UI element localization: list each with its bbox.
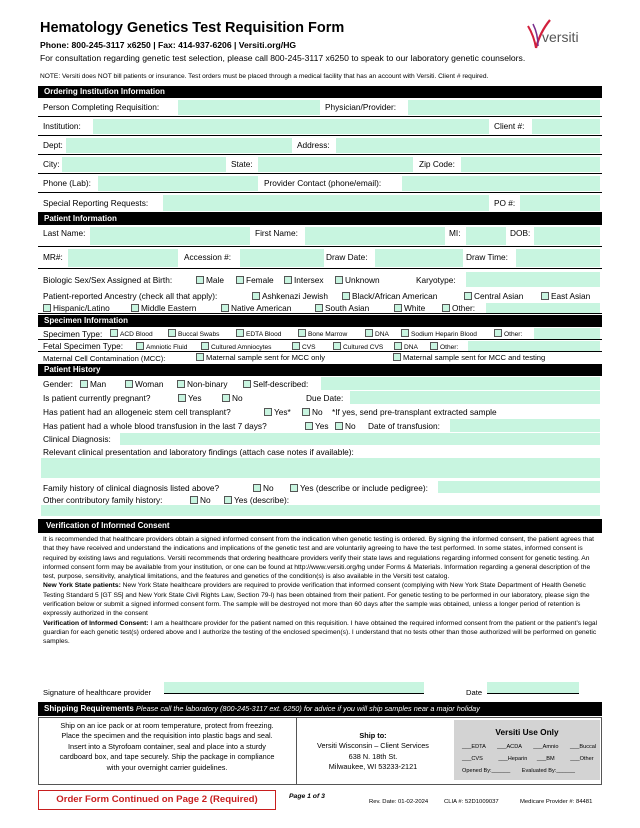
draw-date-input[interactable]	[375, 249, 463, 267]
ship-to-line: Milwaukee, WI 53233-2121	[328, 762, 418, 772]
specimen-other[interactable]	[494, 329, 522, 338]
use-option-label: Buccal	[579, 744, 597, 750]
specimen-dna[interactable]	[365, 329, 389, 338]
checkbox-icon[interactable]	[222, 394, 230, 402]
specimen-option-label: Buccal Swabs	[178, 331, 220, 338]
transfusion-yes[interactable]	[305, 421, 329, 431]
checkbox-icon[interactable]	[430, 342, 438, 350]
ship-to-line: Versiti Wisconsin – Client Services	[317, 741, 429, 751]
checkbox-icon[interactable]	[177, 380, 185, 388]
medicare-number: Medicare Provider #: 84481	[520, 799, 593, 805]
checkbox-icon[interactable]	[131, 304, 139, 312]
use-amnio[interactable]: ___Amnio	[533, 744, 559, 750]
fetal-option-label: Amniotic Fluid	[146, 344, 188, 351]
yes-label: Yes	[315, 421, 329, 431]
specimen-section-header: Specimen Information	[38, 315, 602, 327]
po-input[interactable]	[520, 195, 600, 211]
checkbox-icon[interactable]	[394, 342, 402, 350]
clinical-diagnosis-label: Clinical Diagnosis:	[43, 434, 111, 444]
gender-man[interactable]	[80, 379, 106, 389]
checkbox-icon[interactable]	[110, 329, 118, 337]
page-number: Page 1 of 3	[289, 793, 325, 800]
use-option-label: BM	[546, 756, 555, 762]
checkbox-icon[interactable]	[284, 276, 292, 284]
sex-option-label: Female	[246, 275, 274, 285]
transplant-label: Has patient had an allogeneic stem cell transplant?	[43, 407, 231, 417]
history-gender-row	[38, 376, 602, 390]
ancestry-option-label: Native American	[231, 303, 292, 313]
shipping-header-label: Shipping Requirements	[44, 704, 134, 713]
use-bm[interactable]: ___BM	[536, 756, 555, 762]
specimen-type-label: Specimen Type:	[43, 329, 103, 339]
ancestry-hispanic[interactable]	[43, 303, 110, 313]
mcc-option-label: Maternal sample sent for MCC and testing	[403, 353, 546, 362]
verification-label: Verification of Informed Consent:	[43, 619, 149, 627]
checkbox-icon[interactable]	[168, 329, 176, 337]
physician-label: Physician/Provider:	[325, 102, 397, 112]
checkbox-icon[interactable]	[342, 292, 350, 300]
versiti-use-only-box	[454, 720, 600, 780]
use-only-row-1	[462, 744, 596, 750]
ordering-row-1	[38, 98, 602, 117]
checkbox-icon[interactable]	[43, 304, 51, 312]
no-label: No	[200, 495, 211, 505]
shipping-instructions	[42, 721, 292, 773]
versiti-logo	[524, 18, 606, 52]
gender-label: Gender:	[43, 379, 73, 389]
city-label: City:	[43, 159, 60, 169]
checkbox-icon[interactable]	[221, 304, 229, 312]
ancestry-native-american[interactable]	[221, 303, 291, 313]
ancestry-central-asian[interactable]	[464, 291, 523, 301]
address-input[interactable]	[336, 138, 600, 153]
rev-date: Rev. Date: 01-02-2024	[369, 799, 429, 805]
use-option-label: ACDA	[506, 744, 522, 750]
checkbox-icon[interactable]	[201, 342, 209, 350]
consent-paragraph	[43, 535, 599, 647]
state-input[interactable]	[258, 157, 413, 172]
sex-option-label: Unknown	[345, 275, 380, 285]
logo-text: versiti	[542, 29, 579, 45]
person-label: Person Completing Requisition:	[43, 102, 160, 112]
date-input[interactable]	[487, 682, 579, 694]
ancestry-label: Patient-reported Ancestry (check all that apply):	[43, 291, 218, 301]
sex-option-male[interactable]	[196, 275, 224, 285]
checkbox-icon[interactable]	[393, 353, 401, 361]
fetal-option-label: DNA	[404, 344, 418, 351]
patient-row-4	[38, 288, 602, 314]
checkbox-icon[interactable]	[136, 342, 144, 350]
zip-label: Zip Code:	[419, 159, 455, 169]
sex-option-label: Male	[206, 275, 224, 285]
ship-to-block	[298, 731, 448, 773]
ordering-section-header: Ordering Institution Information	[38, 86, 602, 98]
fetal-other-input[interactable]	[468, 341, 600, 351]
ancestry-east-asian[interactable]	[541, 291, 590, 301]
clia-number: CLIA #: 52D1009037	[444, 799, 499, 805]
use-option-label: Heparin	[507, 756, 528, 762]
dept-input[interactable]	[66, 138, 292, 153]
specimen-option-label: Bone Marrow	[308, 331, 348, 338]
ancestry-option-label: White	[404, 303, 426, 313]
accession-label: Accession #:	[184, 252, 232, 262]
use-only-title: Versiti Use Only	[495, 727, 559, 737]
karyotype-input[interactable]	[466, 272, 600, 287]
history-relevant-row	[38, 445, 602, 479]
clinical-diagnosis-input[interactable]	[120, 433, 600, 445]
mcc-label: Maternal Cell Contamination (MCC):	[43, 354, 166, 363]
ancestry-option-label: Other:	[452, 303, 476, 313]
use-cvs[interactable]: ___CVS	[462, 756, 483, 762]
physician-input[interactable]	[408, 100, 600, 115]
other-family-no[interactable]	[190, 495, 211, 505]
checkbox-icon[interactable]	[365, 329, 373, 337]
use-acda[interactable]: ___ACDA	[497, 744, 522, 750]
checkbox-icon[interactable]	[442, 304, 450, 312]
other-family-yes[interactable]	[224, 495, 289, 505]
history-diagnosis-row	[38, 432, 602, 445]
transfusion-no[interactable]	[335, 421, 356, 431]
ancestry-south-asian[interactable]	[315, 303, 369, 313]
provider-contact-input[interactable]	[402, 176, 600, 191]
patient-row-2	[38, 247, 602, 269]
ship-to-label: Ship to:	[359, 731, 387, 740]
mcc-and-testing[interactable]	[393, 353, 545, 362]
specimen-other-input[interactable]	[534, 328, 600, 339]
history-transfusion-row	[38, 418, 602, 432]
ancestry-option-label: Hispanic/Latino	[53, 303, 110, 313]
client-input[interactable]	[532, 119, 600, 134]
checkbox-icon[interactable]	[190, 496, 198, 504]
pregnant-yes[interactable]	[178, 393, 202, 403]
transplant-no[interactable]	[302, 407, 323, 417]
checkbox-icon[interactable]	[302, 408, 310, 416]
transplant-yes[interactable]	[264, 407, 291, 417]
sex-option-intersex[interactable]	[284, 275, 324, 285]
gender-self-described[interactable]	[243, 379, 308, 389]
ancestry-option-label: East Asian	[551, 291, 591, 301]
gender-non-binary[interactable]	[177, 379, 228, 389]
billing-note: NOTE: Versiti does NOT bill patients or insurance. Test orders must be placed through a medical facility that has an account with Versiti. Client # required.	[40, 73, 489, 80]
checkbox-icon[interactable]	[464, 292, 472, 300]
pregnant-label: Is patient currently pregnant?	[43, 393, 151, 403]
last-name-input[interactable]	[90, 227, 250, 245]
city-input[interactable]	[62, 157, 226, 172]
transfusion-date-label: Date of transfusion:	[368, 421, 440, 431]
sex-option-unknown[interactable]	[335, 275, 380, 285]
zip-input[interactable]	[461, 157, 600, 172]
family-yes[interactable]	[290, 483, 428, 493]
mr-input[interactable]	[68, 249, 178, 267]
transfusion-date-input[interactable]	[450, 419, 600, 432]
use-edta[interactable]: ___EDTA	[462, 744, 486, 750]
instruction-line: Place the specimen and the requisition into plastic bags and seal.	[61, 731, 273, 741]
fetal-type-label: Fetal Specimen Type:	[43, 341, 124, 351]
checkbox-icon[interactable]	[333, 342, 341, 350]
mi-input[interactable]	[466, 227, 506, 245]
date-label: Date	[466, 688, 483, 697]
history-section-header: Patient History	[38, 364, 602, 376]
draw-time-input[interactable]	[516, 249, 600, 267]
ancestry-option-label: Black/African American	[352, 291, 438, 301]
fetal-dna[interactable]	[394, 342, 418, 351]
continued-notice: Order Form Continued on Page 2 (Required)	[38, 790, 276, 810]
yes-describe-label: Yes (describe):	[234, 495, 290, 505]
history-transplant-row	[38, 404, 602, 418]
checkbox-icon[interactable]	[315, 304, 323, 312]
first-name-label: First Name:	[255, 228, 298, 238]
provider-contact-label: Provider Contact (phone/email):	[264, 178, 382, 188]
first-name-input[interactable]	[305, 227, 445, 245]
fetal-option-label: Cultured Amniocytes	[211, 344, 272, 351]
shipping-section-header	[38, 702, 602, 716]
checkbox-icon[interactable]	[292, 342, 300, 350]
mcc-only[interactable]	[196, 353, 325, 362]
ny-text: New York State healthcare providers are required to provide verification that informed consent (complying with New York State Department of Health Genetic Testing Standard 5 [GT S5] and New York State Civil Rights Law, Section 79-l) has been obtained from their patient. For genetic testing to be performed in our laboratory, please sign the verification below or submit a signed informed consent form. The sample will be destroyed not more than 60 days after the sample was obtained, unless a longer period of retention is expressly authorized in the consent	[43, 582, 590, 618]
no-label: No	[232, 393, 243, 403]
checkbox-icon[interactable]	[252, 292, 260, 300]
dob-label: DOB:	[510, 228, 531, 238]
signature-input[interactable]	[164, 682, 424, 694]
ancestry-middle-eastern[interactable]	[131, 303, 196, 313]
mi-label: MI:	[449, 228, 461, 238]
no-label: No	[345, 421, 356, 431]
form-title: Hematology Genetics Test Requisition Form	[40, 20, 345, 36]
ancestry-white[interactable]	[394, 303, 425, 313]
evaluated-by-label: Evaluated By:	[521, 768, 557, 774]
sex-label: Biologic Sex/Sex Assigned at Birth:	[43, 275, 173, 285]
ancestry-ashkenazi[interactable]	[252, 291, 328, 301]
pregnant-no[interactable]	[222, 393, 243, 403]
other-family-label: Other contributory family history:	[43, 495, 163, 505]
address-label: Address:	[297, 140, 330, 150]
checkbox-icon[interactable]	[541, 292, 549, 300]
ancestry-black[interactable]	[342, 291, 437, 301]
use-only-row-3: Opened By:______ Evaluated By:______	[462, 768, 575, 774]
last-name-label: Last Name:	[43, 228, 86, 238]
checkbox-icon[interactable]	[401, 329, 409, 337]
yes-label: Yes*	[274, 407, 291, 417]
person-input[interactable]	[178, 100, 320, 115]
draw-date-label: Draw Date:	[326, 252, 368, 262]
po-label: PO #:	[494, 198, 516, 208]
checkbox-icon[interactable]	[290, 484, 298, 492]
instruction-line: Ship on an ice pack or at room temperature, protect from freezing.	[60, 721, 274, 730]
history-pregnant-row	[38, 390, 602, 404]
checkbox-icon[interactable]	[196, 276, 204, 284]
consult-line: For consultation regarding genetic test selection, please call 800-245-3117 x6250 to speak to our laboratory genetic counselors.	[40, 53, 526, 63]
checkbox-icon[interactable]	[178, 394, 186, 402]
consent-section-header: Verification of Informed Consent	[38, 519, 602, 533]
instruction-line: Insert into a Styrofoam container, seal and place into a sturdy	[68, 741, 266, 751]
sex-option-female[interactable]	[236, 275, 274, 285]
specimen-option-label: Sodium Heparin Blood	[411, 331, 477, 338]
fetal-cultured-amnio[interactable]	[201, 342, 271, 351]
ancestry-option-label: Middle Eastern	[141, 303, 197, 313]
patient-section-header: Patient Information	[38, 213, 602, 225]
family-history-label: Family history of clinical diagnosis listed above?	[43, 483, 220, 493]
gender-option-label: Woman	[135, 379, 164, 389]
client-label: Client #:	[494, 121, 525, 131]
ancestry-option-label: Ashkenazi Jewish	[262, 291, 328, 301]
fetal-amniotic[interactable]	[136, 342, 187, 351]
transfusion-label: Has patient had a whole blood transfusion in the last 7 days?	[43, 421, 267, 431]
ordering-row-5	[38, 174, 602, 193]
specimen-sodium-heparin[interactable]	[401, 329, 477, 338]
checkbox-icon[interactable]	[305, 422, 313, 430]
mr-label: MR#:	[43, 252, 63, 262]
ancestry-other[interactable]	[442, 303, 475, 313]
specimen-row-1	[38, 327, 602, 340]
specimen-row-3	[38, 352, 602, 364]
specimen-acd[interactable]	[110, 329, 153, 338]
instruction-line: with your overnight carrier guidelines.	[106, 762, 228, 772]
shipping-divider	[296, 717, 297, 785]
checkbox-icon[interactable]	[264, 408, 272, 416]
specimen-option-label: ACD Blood	[120, 331, 153, 338]
use-option-label: EDTA	[471, 744, 486, 750]
fetal-cvs[interactable]	[292, 342, 316, 351]
specimen-edta[interactable]	[236, 329, 281, 338]
specimen-row-2	[38, 340, 602, 352]
use-heparin[interactable]: ___Heparin	[498, 756, 528, 762]
checkbox-icon[interactable]	[236, 329, 244, 337]
shipping-holiday-note: Please call the laboratory (800-245-3117 ext. 6250) for advice if you will ship samples near a major holiday	[136, 704, 480, 713]
ny-label: New York State patients:	[43, 582, 121, 590]
accession-input[interactable]	[240, 249, 324, 267]
history-other-family-row	[38, 493, 602, 517]
institution-label: Institution:	[43, 121, 81, 131]
family-history-input[interactable]	[438, 481, 600, 493]
checkbox-icon[interactable]	[335, 276, 343, 284]
specimen-option-label: DNA	[375, 331, 389, 338]
fetal-option-label: Cultured CVS	[343, 344, 384, 351]
dept-label: Dept:	[43, 140, 63, 150]
checkbox-icon[interactable]	[236, 276, 244, 284]
instruction-line: cardboard box, and tape securely. Ship the package in compliance	[59, 752, 275, 762]
signature-label: Signature of healthcare provider	[43, 688, 152, 697]
transplant-note: *If yes, send pre-transplant extracted sample	[332, 407, 497, 417]
fetal-option-label: Other:	[440, 344, 459, 351]
history-family-row	[38, 479, 602, 493]
checkbox-icon[interactable]	[494, 329, 502, 337]
checkbox-icon[interactable]	[335, 422, 343, 430]
relevant-findings-label: Relevant clinical presentation and laboratory findings (attach case notes if available):	[43, 447, 354, 457]
phone-label: Phone (Lab):	[43, 178, 91, 188]
ship-to-line: 638 N. 18th St.	[348, 751, 398, 761]
consent-text: It is recommended that healthcare providers obtain a signed informed consent from the indication when genetic testing is ordered. By signing the informed consent, the patient agrees that that they have received and understand the indications and implications of the genetic test and are voluntarily agreeing to have the test performed. In some states, informed consent is required by existing laws and regulations. Versiti recommends that ordering healthcare providers verify their state laws and regulations regarding informed consent for genetic testing. An informed consent form may be available from your institution, or one can be found at http://www.versiti.org/hg under Forms & Materials. Information regarding a general description of the test, purpose, sensitivity, analytical limitations, and the features and genetics of the condition(s) is also available in the Versiti test catalog.	[43, 536, 594, 581]
draw-time-label: Draw Time:	[466, 252, 508, 262]
karyotype-label: Karyotype:	[416, 275, 456, 285]
fetal-option-label: CVS	[302, 344, 316, 351]
specimen-bone-marrow[interactable]	[298, 329, 347, 338]
checkbox-icon[interactable]	[243, 380, 251, 388]
ordering-row-2	[38, 117, 602, 136]
ancestry-option-label: South Asian	[325, 303, 370, 313]
specimen-option-label: Other:	[504, 331, 523, 338]
family-no[interactable]	[253, 483, 274, 493]
opened-by-label: Opened By:	[462, 768, 492, 774]
checkbox-icon[interactable]	[298, 329, 306, 337]
ordering-row-4	[38, 155, 602, 174]
self-described-input[interactable]	[321, 377, 600, 390]
special-input[interactable]	[163, 195, 489, 211]
due-date-input[interactable]	[350, 391, 600, 404]
use-buccal[interactable]: ___Buccal	[570, 744, 597, 750]
mcc-option-label: Maternal sample sent for MCC only	[206, 353, 326, 362]
no-label: No	[263, 483, 274, 493]
phone-input[interactable]	[98, 176, 258, 191]
checkbox-icon[interactable]	[253, 484, 261, 492]
use-option-label: CVS	[471, 756, 483, 762]
yes-label: Yes	[188, 393, 202, 403]
checkbox-icon[interactable]	[224, 496, 232, 504]
ancestry-option-label: Central Asian	[474, 291, 524, 301]
use-option-label: Other	[579, 756, 594, 762]
specimen-buccal[interactable]	[168, 329, 219, 338]
use-option-label: Amnio	[542, 744, 559, 750]
no-label: No	[312, 407, 323, 417]
gender-woman[interactable]	[125, 379, 163, 389]
use-only-row-2	[462, 756, 594, 762]
patient-row-3	[38, 269, 602, 288]
ordering-row-6	[38, 193, 602, 213]
checkbox-icon[interactable]	[125, 380, 133, 388]
checkbox-icon[interactable]	[196, 353, 204, 361]
fetal-other[interactable]	[430, 342, 458, 351]
institution-input[interactable]	[93, 119, 489, 134]
verification-text: I am a healthcare provider for the patient named on this requisition. I have obtained the required informed consent from the patient or the patient’s legal guardian for each genetic test(s) ordered above and I authorize the testing of the enclosed specimen(s). I understand that no tests other than those authorized will be performed on genetic samples.	[43, 619, 598, 646]
relevant-findings-input[interactable]	[41, 458, 600, 478]
dob-input[interactable]	[534, 227, 600, 245]
state-label: State:	[231, 159, 253, 169]
gender-option-label: Non-binary	[187, 379, 228, 389]
fetal-cultured-cvs[interactable]	[333, 342, 383, 351]
gender-option-label: Self-described:	[253, 379, 309, 389]
ancestry-other-input[interactable]	[486, 303, 600, 313]
contact-line: Phone: 800-245-3117 x6250 | Fax: 414-937-6206 | Versiti.org/HG	[40, 40, 297, 50]
gender-option-label: Man	[90, 379, 107, 389]
due-date-label: Due Date:	[306, 393, 344, 403]
checkbox-icon[interactable]	[80, 380, 88, 388]
specimen-option-label: EDTA Blood	[246, 331, 282, 338]
yes-describe-label: Yes (describe or include pedigree):	[300, 483, 428, 493]
use-other[interactable]: ___Other	[570, 756, 594, 762]
patient-row-1	[38, 225, 602, 247]
special-label: Special Reporting Requests:	[43, 198, 149, 208]
sex-option-label: Intersex	[294, 275, 324, 285]
other-family-input[interactable]	[41, 505, 600, 516]
ordering-row-3	[38, 136, 602, 155]
checkbox-icon[interactable]	[394, 304, 402, 312]
